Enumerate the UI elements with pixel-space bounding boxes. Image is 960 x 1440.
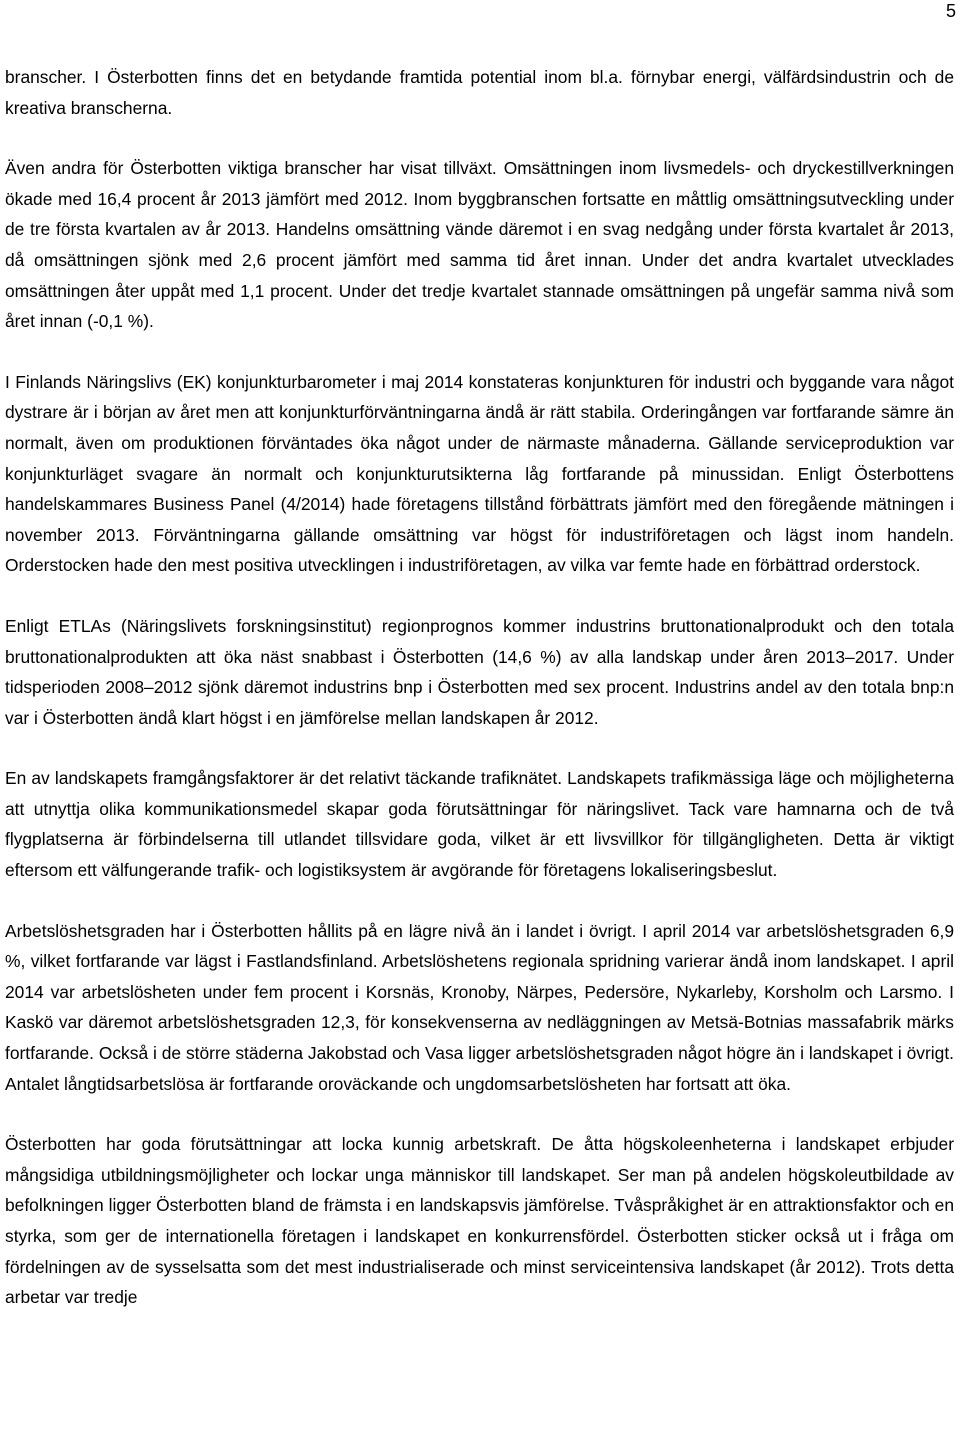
paragraph-industry-growth: Även andra för Österbotten viktiga branscher har visat tillväxt. Omsättningen inom livsmedels- och dryckestillverkningen ökade med 16,4 procent år 2013 jämfört med 2012. Inom byggbranschen fortsatte en måttlig omsättningsutveckling under de tre första kvartalen av år 2013. Handelns omsättning vände däremot i en svag nedgång under första kvartalet år 2013, då omsättningen sjönk med 2,6 procent jämfört med samma tid året innan. Under det andra kvartalet utvecklades omsättningen åter uppåt med 1,1 procent. Under det tredje kvartalet stannade omsättningen på ungefär samma nivå som året innan (-0,1 %).: [5, 158, 954, 332]
paragraph-business-barometer: I Finlands Näringslivs (EK) konjunkturbarometer i maj 2014 konstateras konjunkturen för industri och byggande vara något dystrare är i början av året men att konjunkturförväntningarna ändå är rätt stabila. Orderingången var fortfarande sämre än normalt, även om produktionen förväntades öka något under de närmaste månaderna. Gällande serviceproduktion var konjunkturläget svagare än normalt och konjunkturutsikterna låg fortfarande på minussidan. Enligt Österbottens handelskammares Business Panel (4/2014) hade företagens tillstånd förbättrats jämfört med den föregående mätningen i november 2013. Förväntningarna gällande omsättning var högst för industriföretagen och lägst inom handeln. Orderstocken hade den mest positiva utvecklingen i industriföretagen, av vilka var femte hade en förbättrad orderstock.: [5, 371, 954, 576]
paragraph-labour-supply: Österbotten har goda förutsättningar att locka kunnig arbetskraft. De åtta högskoleenheterna i landskapet erbjuder mångsidiga utbildningsmöjligheter och lockar unga människor till landskapet. Ser man på andelen högskoleutbildade av befolkningen ligger Österbotten bland de främsta i en landskapsvis jämförelse. Tvåspråkighet är en attraktionsfaktor och en styrka, som ger de internationella företagen i landskapet en konkurrensfördel. Österbotten sticker också ut i fråga om fördelningen av de sysselsatta som det mest industrialiserade och minst serviceintensiva landskapet (år 2012). Trots detta arbetar var tredje: [5, 1134, 954, 1308]
paragraph-unemployment: Arbetslöshetsgraden har i Österbotten hållits på en lägre nivå än i landet i övrigt. I april 2014 var arbetslöshetsgraden 6,9 %, vilket fortfarande var lägst i Fastlandsfinland. Arbetslöshetens regionala spridning varierar ändå inom landskapet. I april 2014 var arbetslösheten under fem procent i Korsnäs, Kronoby, Närpes, Pedersöre, Nykarleby, Korsholm och Larsmo. I Kaskö var däremot arbetslöshetsgraden 12,3, för konsekvenserna av nedläggningen av Metsä-Botnias massafabrik märks fortfarande. Också i de större städerna Jakobstad och Vasa ligger arbetslöshetsgraden något högre än i landskapet i övrigt. Antalet långtidsarbetslösa är fortfarande oroväckande och ungdomsarbetslösheten har fortsatt att öka.: [5, 920, 954, 1094]
page-number: 5: [945, 1, 956, 21]
paragraph-gdp-forecast: Enligt ETLAs (Näringslivets forskningsinstitut) regionprognos kommer industrins bruttonationalprodukt och den totala bruttonationalprodukten att öka näst snabbast i Österbotten (14,6 %) av alla landskap under åren 2013–2017. Under tidsperioden 2008–2012 sjönk däremot industrins bnp i Österbotten med sex procent. Industrins andel av den totala bnp:n var i Österbotten ändå klart högst i en jämförelse mellan landskapen år 2012.: [5, 615, 954, 728]
paragraph-transport-network: En av landskapets framgångsfaktorer är det relativt täckande trafiknätet. Landskapets trafikmässiga läge och möjligheterna att utnyttja olika kommunikationsmedel skapar goda förutsättningar för näringslivet. Tack vare hamnarna och de två flygplatserna är förbindelserna till utlandet tillsvidare goda, vilket är ett livsvillkor för tillgängligheten. Detta är viktigt eftersom ett välfungerande trafik- och logistiksystem är avgörande för företagens lokaliseringsbeslut.: [5, 768, 954, 881]
paragraph-energy-potential: branscher. I Österbotten finns det en betydande framtida potential inom bl.a. förnybar energi, välfärdsindustrin och de kreativa branscherna.: [5, 67, 954, 118]
document-body: [5, 62, 954, 1343]
